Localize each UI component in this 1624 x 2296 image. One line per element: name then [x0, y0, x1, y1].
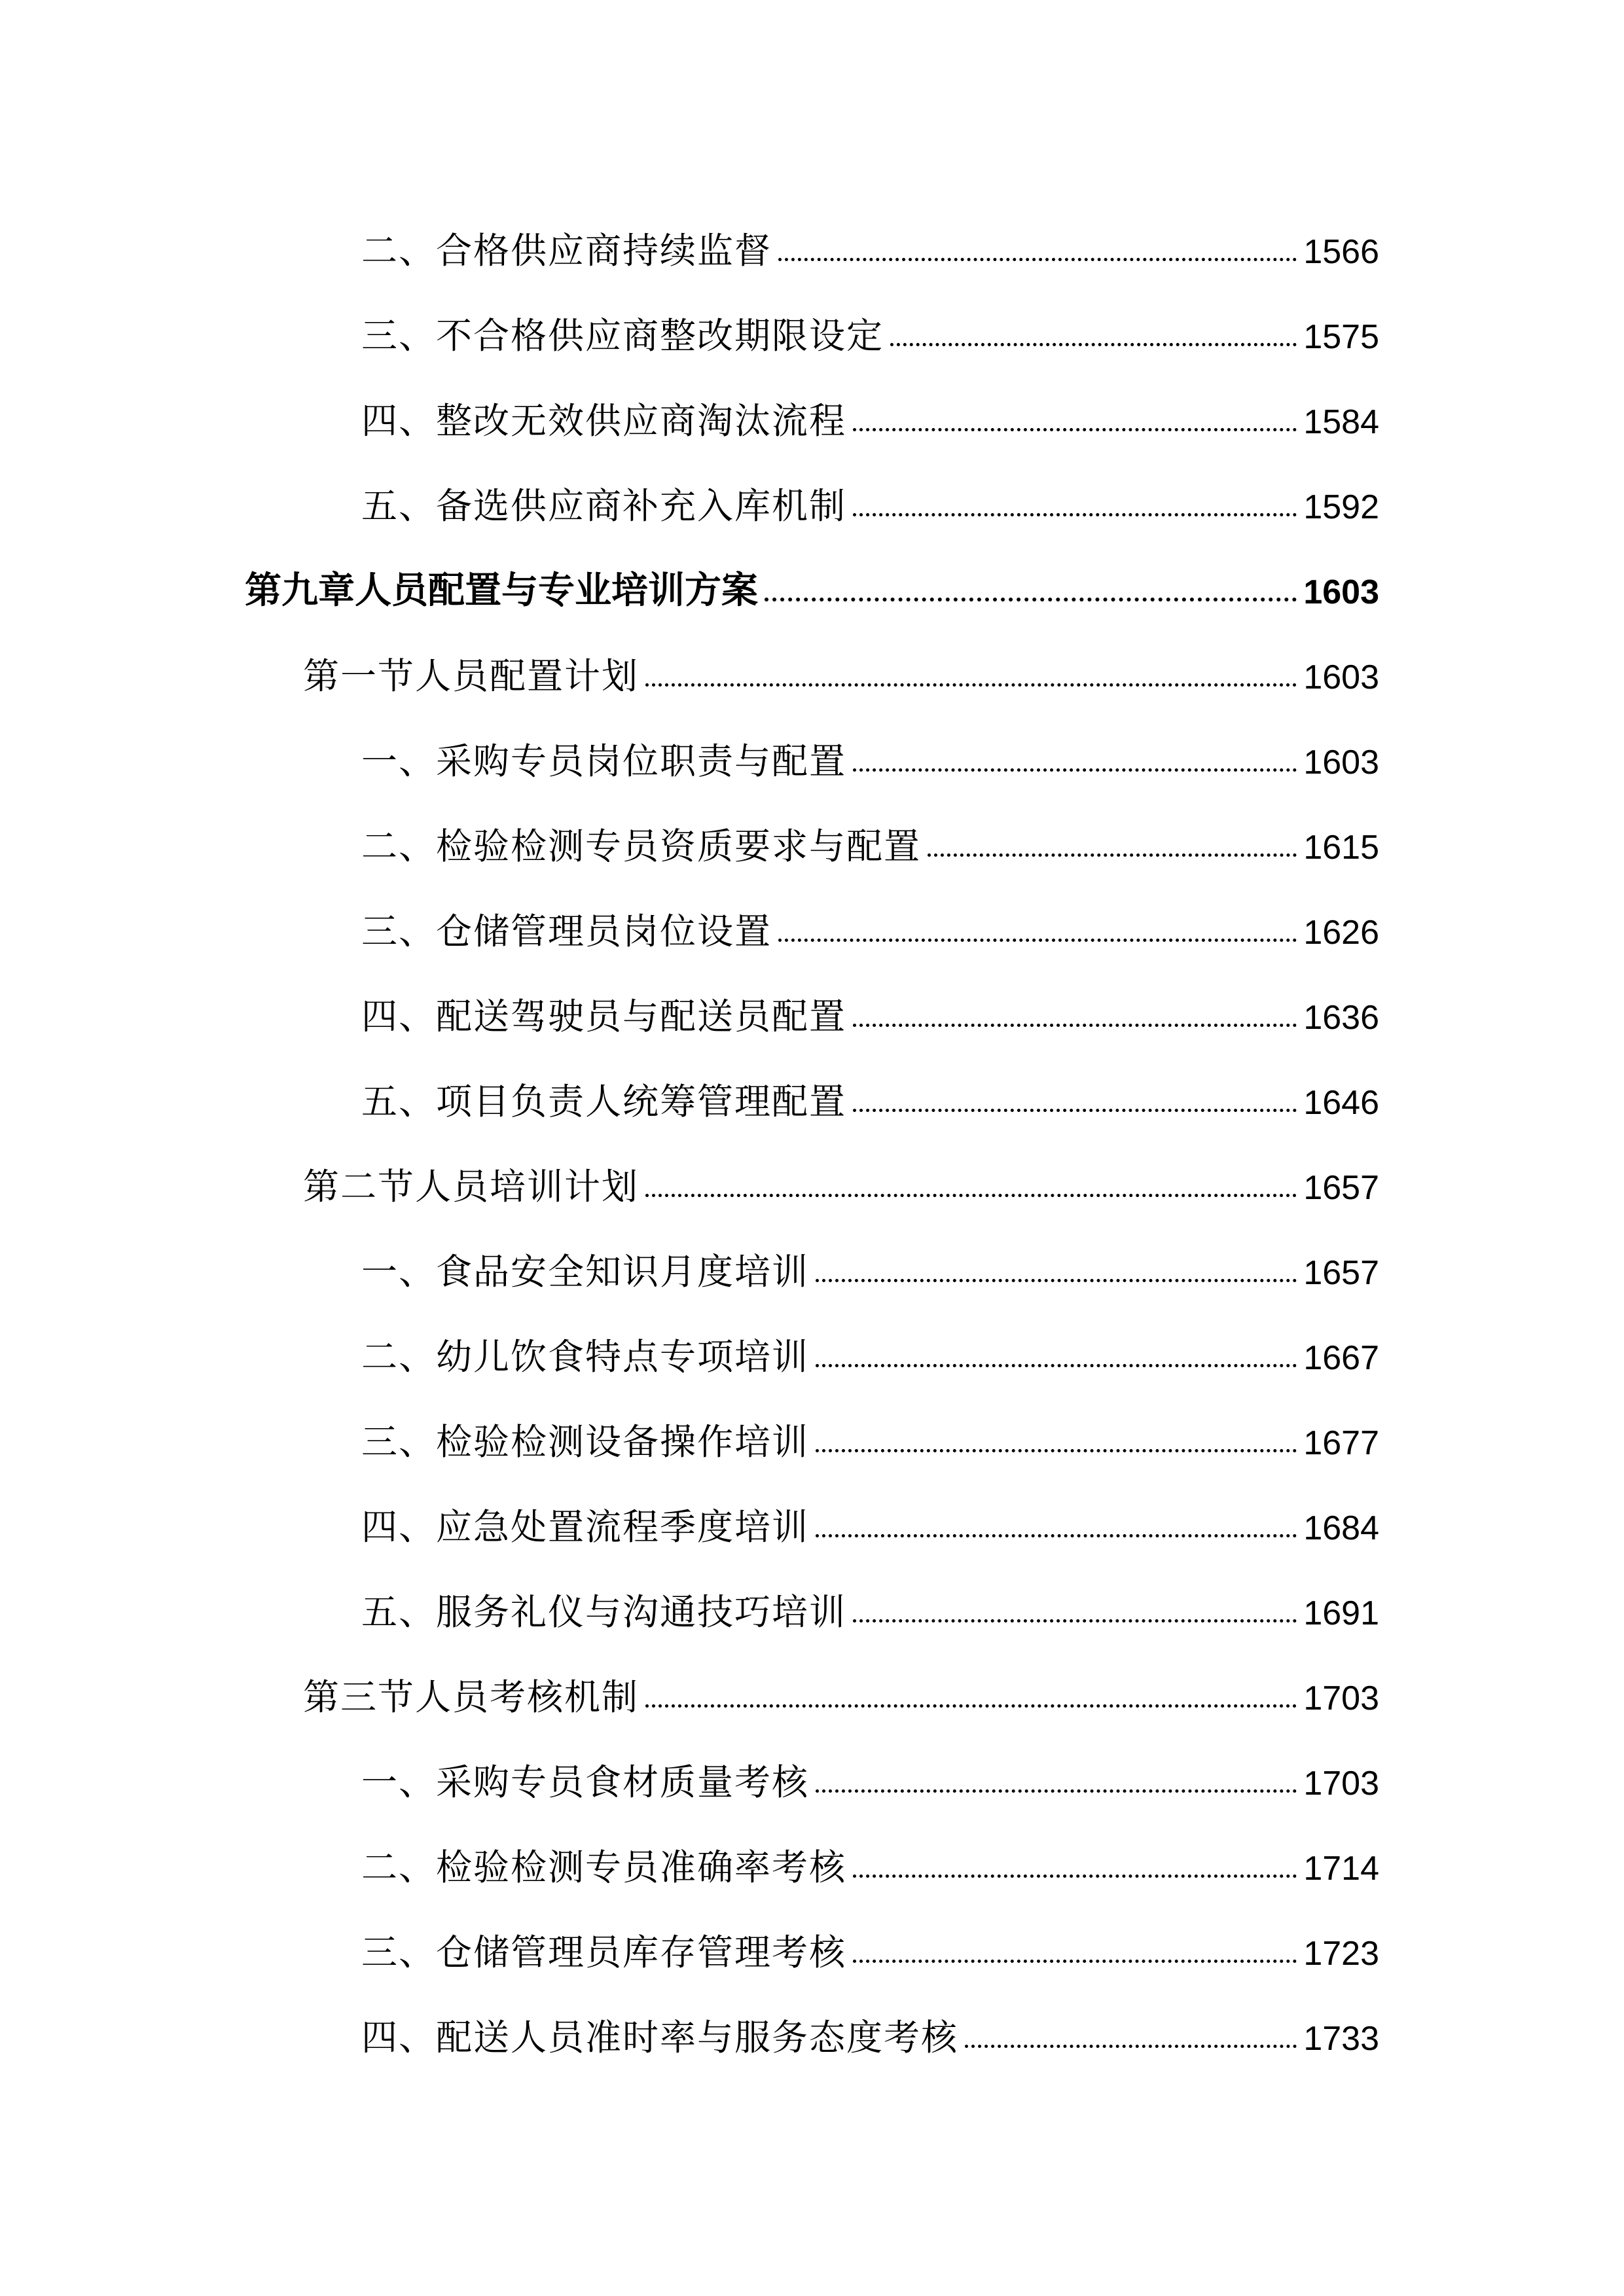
toc-entry-page-number: 1714	[1303, 1850, 1379, 1888]
toc-entry-title: 五、项目负责人统筹管理配置	[361, 1081, 847, 1122]
toc-entry-procurement-assessment[interactable]	[361, 1742, 1379, 1801]
toc-entry-elimination-process[interactable]	[361, 380, 1379, 442]
toc-entry-title: 第三节人员考核机制	[303, 1676, 640, 1718]
dot-leader	[890, 343, 1297, 346]
toc-entry-page-number: 1584	[1303, 403, 1379, 441]
toc-entry-title: 二、幼儿饮食特点专项培训	[361, 1336, 810, 1378]
dot-leader	[965, 2045, 1297, 2048]
toc-entry-title: 四、整改无效供应商淘汰流程	[361, 400, 847, 442]
dot-leader	[645, 683, 1297, 687]
dot-leader	[645, 1194, 1297, 1197]
toc-entry-page-number: 1646	[1303, 1084, 1379, 1122]
toc-entry-page-number: 1703	[1303, 1765, 1379, 1803]
dot-leader	[853, 1109, 1297, 1112]
toc-section-assessment[interactable]	[303, 1657, 1379, 1718]
dot-leader	[928, 853, 1297, 857]
toc-entry-page-number: 1703	[1303, 1679, 1379, 1717]
toc-entry-title: 第二节人员培训计划	[303, 1166, 640, 1208]
toc-entry-title: 三、仓储管理员岗位设置	[361, 910, 772, 952]
dot-leader	[816, 1364, 1297, 1367]
dot-leader	[853, 1874, 1297, 1878]
toc-entry-title: 五、服务礼仪与沟通技巧培训	[361, 1591, 847, 1633]
toc-entry-title: 四、应急处置流程季度培训	[361, 1506, 810, 1548]
toc-entry-page-number: 1626	[1303, 914, 1379, 952]
toc-entry-title: 五、备选供应商补充入库机制	[361, 485, 847, 527]
toc-entry-child-diet-training[interactable]	[361, 1316, 1379, 1378]
toc-section-training-plan[interactable]	[303, 1146, 1379, 1208]
toc-entry-page-number: 1636	[1303, 999, 1379, 1037]
dot-leader	[816, 1534, 1297, 1537]
toc-entry-title: 三、不合格供应商整改期限设定	[361, 315, 884, 357]
toc-entry-delivery-assessment[interactable]	[361, 1997, 1379, 2056]
toc-entry-page-number: 1677	[1303, 1424, 1379, 1462]
toc-entry-page-number: 1592	[1303, 488, 1379, 526]
toc-entry-emergency-training[interactable]	[361, 1486, 1379, 1548]
toc-entry-title: 二、合格供应商持续监督	[361, 230, 772, 272]
toc-entry-title: 四、配送人员准时率与服务态度考核	[361, 2017, 959, 2058]
dot-leader	[816, 1789, 1297, 1793]
toc-entry-page-number: 1603	[1303, 573, 1379, 611]
dot-leader	[778, 258, 1297, 261]
toc-entry-title: 一、采购专员岗位职责与配置	[361, 740, 847, 782]
dot-leader	[853, 428, 1297, 431]
toc-entry-title: 第九章人员配置与专业培训方案	[245, 569, 758, 612]
toc-entry-page-number: 1603	[1303, 744, 1379, 781]
dot-leader	[853, 1960, 1297, 1963]
toc-entry-procurement-staff[interactable]	[361, 721, 1379, 780]
toc-section-staffing-plan[interactable]	[303, 636, 1379, 697]
toc-entry-page-number: 1566	[1303, 233, 1379, 271]
toc-entry-backup-supplier[interactable]	[361, 465, 1379, 527]
toc-entry-project-lead[interactable]	[361, 1061, 1379, 1120]
toc-entry-page-number: 1733	[1303, 2020, 1379, 2058]
dot-leader	[853, 513, 1297, 516]
toc-entry-title: 一、食品安全知识月度培训	[361, 1251, 810, 1293]
dot-leader	[765, 598, 1297, 601]
toc-chapter-9[interactable]	[245, 550, 1379, 612]
dot-leader	[853, 1024, 1297, 1027]
toc-entry-page-number: 1657	[1303, 1254, 1379, 1292]
toc-entry-rectification-deadline[interactable]	[361, 295, 1379, 357]
toc-entry-inspection-staff[interactable]	[361, 806, 1379, 865]
toc-entry-page-number: 1723	[1303, 1935, 1379, 1973]
toc-entry-equipment-training[interactable]	[361, 1401, 1379, 1463]
toc-entry-title: 二、检验检测专员准确率考核	[361, 1846, 847, 1888]
toc-entry-title: 三、检验检测设备操作培训	[361, 1421, 810, 1463]
toc-entry-inspection-assessment[interactable]	[361, 1827, 1379, 1886]
toc-entry-title: 三、仓储管理员库存管理考核	[361, 1931, 847, 1973]
toc-entry-warehouse-staff[interactable]	[361, 891, 1379, 950]
toc-entry-delivery-staff[interactable]	[361, 976, 1379, 1035]
toc-entry-warehouse-assessment[interactable]	[361, 1912, 1379, 1971]
toc-entry-page-number: 1657	[1303, 1169, 1379, 1207]
toc-entry-title: 二、检验检测专员资质要求与配置	[361, 825, 922, 867]
toc-entry-page-number: 1684	[1303, 1509, 1379, 1547]
toc-entry-page-number: 1667	[1303, 1339, 1379, 1377]
toc-entry-title: 一、采购专员食材质量考核	[361, 1761, 810, 1803]
toc-entry-food-safety-training[interactable]	[361, 1231, 1379, 1293]
dot-leader	[778, 939, 1297, 942]
toc-entry-page-number: 1691	[1303, 1594, 1379, 1632]
dot-leader	[816, 1449, 1297, 1452]
toc-entry-supplier-supervision[interactable]	[361, 210, 1379, 272]
dot-leader	[645, 1704, 1297, 1708]
toc-entry-etiquette-training[interactable]	[361, 1571, 1379, 1633]
dot-leader	[816, 1279, 1297, 1282]
toc-entry-page-number: 1603	[1303, 658, 1379, 696]
toc-entry-title: 第一节人员配置计划	[303, 655, 640, 697]
dot-leader	[853, 1619, 1297, 1623]
toc-entry-page-number: 1575	[1303, 318, 1379, 356]
toc-entry-page-number: 1615	[1303, 829, 1379, 867]
dot-leader	[853, 768, 1297, 772]
toc-entry-title: 四、配送驾驶员与配送员配置	[361, 996, 847, 1037]
